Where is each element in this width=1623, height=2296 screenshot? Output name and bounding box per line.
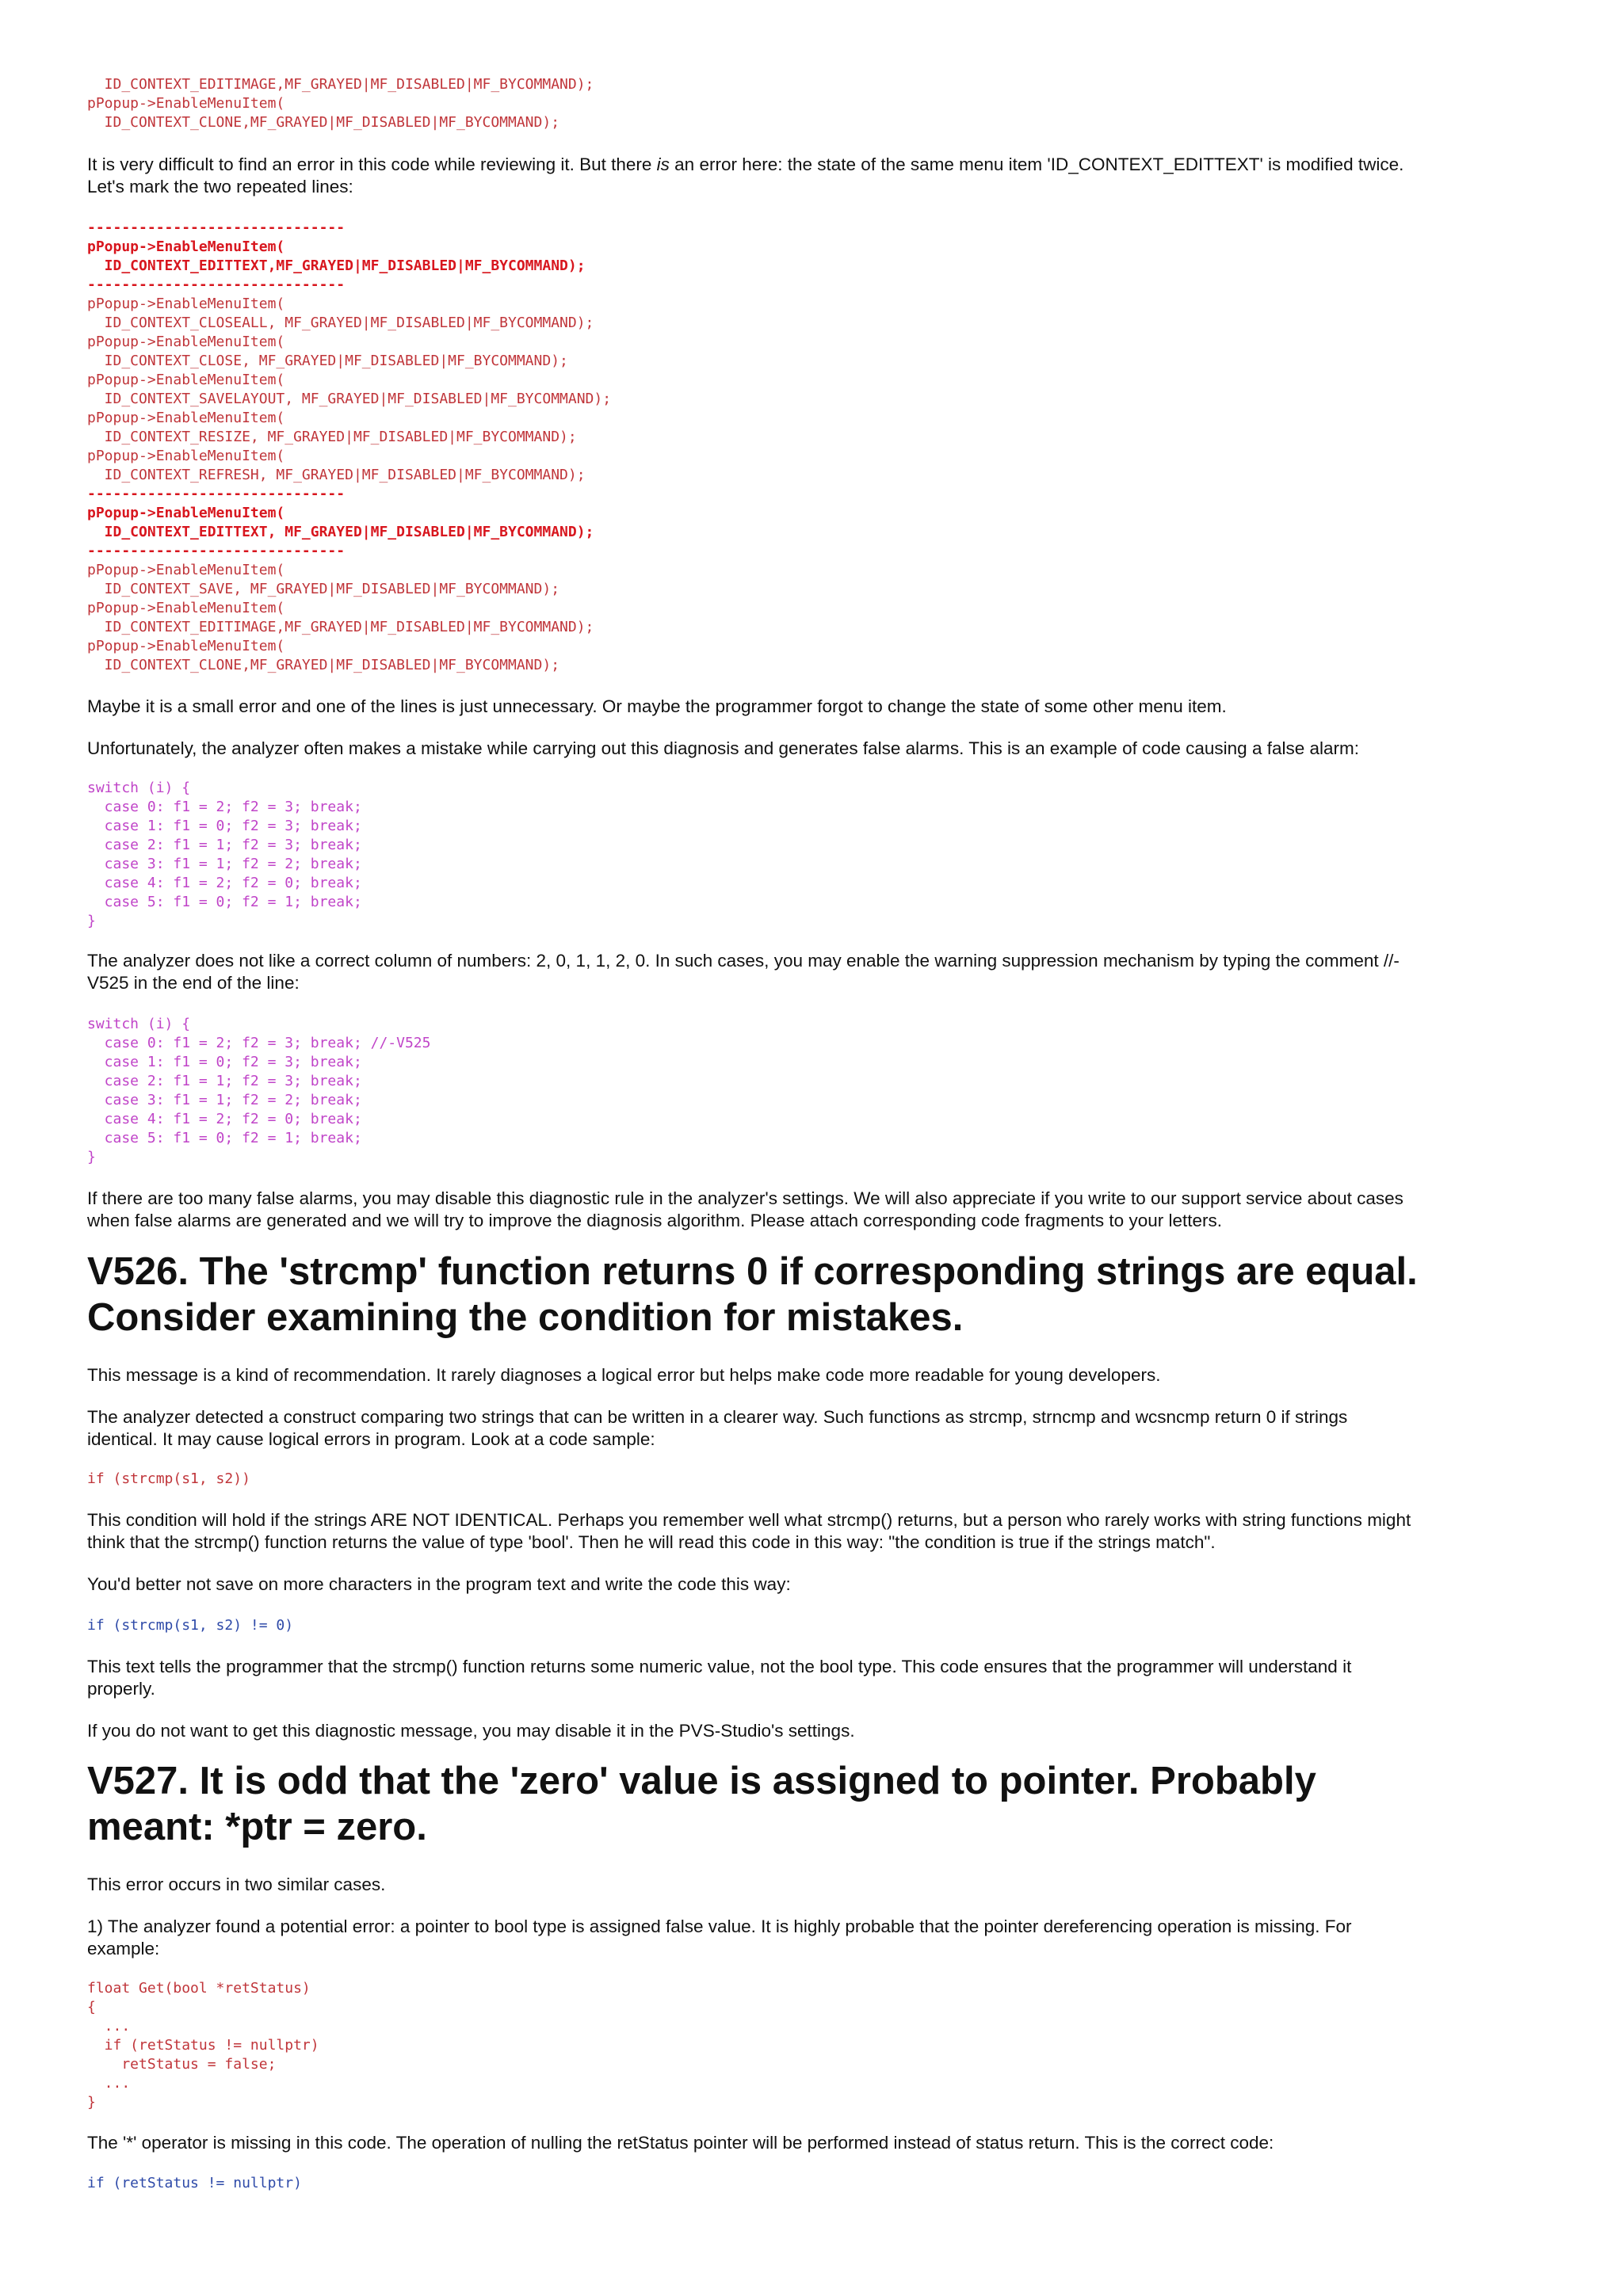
code-line: pPopup->EnableMenuItem( xyxy=(87,600,285,616)
code-line: case 3: f1 = 1; f2 = 2; break; xyxy=(87,1092,362,1108)
code-line: pPopup->EnableMenuItem( xyxy=(87,562,285,578)
code-line: case 2: f1 = 1; f2 = 3; break; xyxy=(87,1073,362,1089)
code-line: ID_CONTEXT_EDITTEXT,MF_GRAYED|MF_DISABLED|MF_BYCOMMAND); xyxy=(87,257,586,274)
code-line: ID_CONTEXT_EDITTEXT, MF_GRAYED|MF_DISABLED|MF_BYCOMMAND); xyxy=(87,524,594,540)
code-line: } xyxy=(87,1149,96,1165)
code-line: ID_CONTEXT_EDITIMAGE,MF_GRAYED|MF_DISABLED|MF_BYCOMMAND); xyxy=(87,619,594,635)
code-block-switch-example xyxy=(87,779,1419,931)
code-line: pPopup->EnableMenuItem( xyxy=(87,372,285,388)
code-line: ID_CONTEXT_REFRESH, MF_GRAYED|MF_DISABLED|MF_BYCOMMAND); xyxy=(87,467,586,483)
code-line: switch (i) { xyxy=(87,780,191,796)
code-line: float Get(bool *retStatus) xyxy=(87,1980,311,1997)
paragraph-disable-message: If you do not want to get this diagnostic message, you may disable it in the PVS-Studio's settings. xyxy=(87,1721,855,1741)
code-line: ID_CONTEXT_EDITIMAGE,MF_GRAYED|MF_DISABLED|MF_BYCOMMAND); xyxy=(87,76,594,93)
code-line: case 1: f1 = 0; f2 = 3; break; xyxy=(87,1054,362,1070)
emphasis-is: is xyxy=(656,154,670,174)
code-line: ------------------------------ xyxy=(87,277,346,293)
paragraph-better-not-save: You'd better not save on more characters in the program text and write the code this way: xyxy=(87,1574,791,1594)
code-line: case 3: f1 = 1; f2 = 2; break; xyxy=(87,856,362,872)
code-line: pPopup->EnableMenuItem( xyxy=(87,334,285,350)
paragraph-disable-rule: If there are too many false alarms, you may disable this diagnostic rule in the analyzer's settings. We will also appreciate if you write to our support service about cases when false alarms are generated and we will try to improve the diagnosis algorithm. Please attach corresponding code fragments to your letters. xyxy=(87,1188,1403,1230)
code-line: switch (i) { xyxy=(87,1016,191,1032)
heading-v527: V527. It is odd that the 'zero' value is assigned to pointer. Probably meant: *ptr = zero. xyxy=(87,1760,1316,1848)
paragraph-not-identical: This condition will hold if the strings ARE NOT IDENTICAL. Perhaps you remember well what strcmp() returns, but a person who rarely works with string functions might think that the strcmp() function returns the value of type 'bool'. Then he will read this code in this way: "the condition is true if the strings match". xyxy=(87,1510,1411,1552)
code-line: retStatus = false; xyxy=(87,2056,277,2073)
code-line: if (retStatus != nullptr) xyxy=(87,2037,319,2054)
code-line: pPopup->EnableMenuItem( xyxy=(87,95,285,112)
code-block-switch-suppressed xyxy=(87,1015,1419,1167)
paragraph-operator-missing: The '*' operator is missing in this code. The operation of nulling the retStatus pointer will be performed instead of status return. This is the correct code: xyxy=(87,2133,1274,2153)
code-line: ID_CONTEXT_SAVELAYOUT, MF_GRAYED|MF_DISABLED|MF_BYCOMMAND); xyxy=(87,391,612,407)
code-line: ... xyxy=(87,2018,131,2035)
code-line: ------------------------------ xyxy=(87,543,346,559)
code-line: case 1: f1 = 0; f2 = 3; break; xyxy=(87,818,362,834)
code-line: ID_CONTEXT_SAVE, MF_GRAYED|MF_DISABLED|MF_BYCOMMAND); xyxy=(87,581,560,597)
code-line: ID_CONTEXT_CLOSEALL, MF_GRAYED|MF_DISABLED|MF_BYCOMMAND); xyxy=(87,315,594,331)
code-block-strcmp xyxy=(87,1470,1419,1489)
code-line: case 0: f1 = 2; f2 = 3; break; xyxy=(87,799,362,815)
paragraph-column-of-numbers: The analyzer does not like a correct column of numbers: 2, 0, 1, 1, 2, 0. In such cases, you may enable the warning suppression mechanism by typing the comment //-V525 in the end of the line: xyxy=(87,951,1400,993)
code-line: if (strcmp(s1, s2) != 0) xyxy=(87,1617,294,1634)
code-line: ------------------------------ xyxy=(87,219,346,236)
code-line: pPopup->EnableMenuItem( xyxy=(87,638,285,654)
code-line: case 2: f1 = 1; f2 = 3; break; xyxy=(87,837,362,853)
code-line: ------------------------------ xyxy=(87,486,346,502)
paragraph-pointer-to-bool: 1) The analyzer found a potential error: a pointer to bool type is assigned false value. It is highly probable that the pointer dereferencing operation is missing. For example: xyxy=(87,1917,1352,1958)
code-line: if (strcmp(s1, s2)) xyxy=(87,1470,250,1487)
paragraph-false-alarms: Unfortunately, the analyzer often makes a mistake while carrying out this diagnosis and generates false alarms. This is an example of code causing a false alarm: xyxy=(87,738,1359,758)
code-line: if (retStatus != nullptr) xyxy=(87,2175,302,2191)
code-line: pPopup->EnableMenuItem( xyxy=(87,448,285,464)
paragraph-strcmp-construct: The analyzer detected a construct comparing two strings that can be written in a clearer way. Such functions as strcmp, strncmp and wcsncmp return 0 if strings identical. It may cause logical errors in program. Look at a code sample: xyxy=(87,1407,1348,1449)
paragraph-error-explanation: It is very difficult to find an error in this code while reviewing it. But there is an error here: the state of the same menu item 'ID_CONTEXT_EDITTEXT' is modified twice. Let's mark the two repeated lines: xyxy=(87,154,1404,196)
code-line: ID_CONTEXT_CLONE,MF_GRAYED|MF_DISABLED|MF_BYCOMMAND); xyxy=(87,114,560,131)
code-line: pPopup->EnableMenuItem( xyxy=(87,505,285,521)
code-line: ID_CONTEXT_CLOSE, MF_GRAYED|MF_DISABLED|MF_BYCOMMAND); xyxy=(87,353,568,369)
code-line: ID_CONTEXT_CLONE,MF_GRAYED|MF_DISABLED|MF_BYCOMMAND); xyxy=(87,657,560,673)
code-line: ID_CONTEXT_RESIZE, MF_GRAYED|MF_DISABLED|MF_BYCOMMAND); xyxy=(87,429,577,445)
paragraph-small-error: Maybe it is a small error and one of the lines is just unnecessary. Or maybe the programmer forgot to change the state of some other menu item. xyxy=(87,696,1227,716)
code-block-enable-menu-tail xyxy=(87,75,1419,132)
code-line: pPopup->EnableMenuItem( xyxy=(87,410,285,426)
code-line: case 4: f1 = 2; f2 = 0; break; xyxy=(87,875,362,891)
code-line: } xyxy=(87,913,96,929)
code-line: { xyxy=(87,1999,96,2016)
code-line: case 5: f1 = 0; f2 = 1; break; xyxy=(87,894,362,910)
code-line: case 5: f1 = 0; f2 = 1; break; xyxy=(87,1130,362,1146)
code-block-get-function xyxy=(87,1979,1419,2112)
code-line: ... xyxy=(87,2075,131,2092)
paragraph-numeric-value: This text tells the programmer that the strcmp() function returns some numeric value, not the bool type. This code ensures that the programmer will understand it properly. xyxy=(87,1657,1352,1699)
code-block-marked-lines xyxy=(87,219,1419,675)
code-line: pPopup->EnableMenuItem( xyxy=(87,296,285,312)
code-line: } xyxy=(87,2094,96,2111)
code-line: pPopup->EnableMenuItem( xyxy=(87,238,285,255)
code-block-strcmp-fixed xyxy=(87,1616,1419,1635)
document-page xyxy=(87,75,1419,2193)
code-line: case 0: f1 = 2; f2 = 3; break; //-V525 xyxy=(87,1035,431,1051)
heading-v526: V526. The 'strcmp' function returns 0 if corresponding strings are equal. Consider examining the condition for mistakes. xyxy=(87,1250,1418,1339)
code-block-retstatus-fix xyxy=(87,2174,1419,2193)
paragraph-two-cases: This error occurs in two similar cases. xyxy=(87,1875,386,1894)
paragraph-recommendation: This message is a kind of recommendation. It rarely diagnoses a logical error but helps make code more readable for young developers. xyxy=(87,1365,1161,1385)
code-line: case 4: f1 = 2; f2 = 0; break; xyxy=(87,1111,362,1127)
